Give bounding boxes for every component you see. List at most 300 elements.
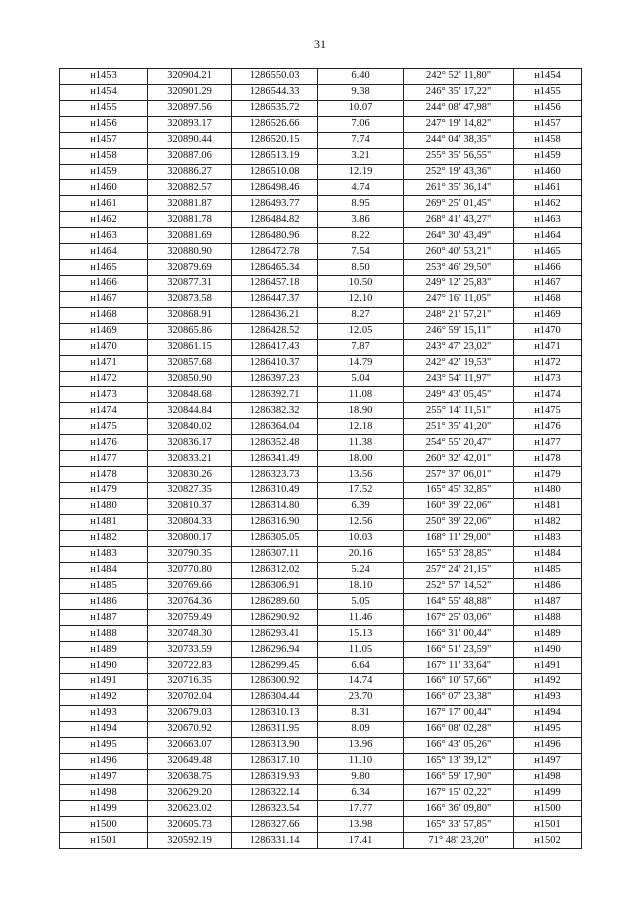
- x-coordinate-cell: 320790.35: [148, 546, 232, 562]
- next-point-cell: н1459: [514, 148, 582, 164]
- distance-cell: 8.31: [318, 705, 404, 721]
- y-coordinate-cell: 1286319.93: [232, 769, 318, 785]
- bearing-cell: 164° 55' 48,88": [404, 594, 514, 610]
- table-row: [60, 132, 582, 148]
- bearing-cell: 243° 54' 11,97": [404, 371, 514, 387]
- distance-cell: 12.19: [318, 164, 404, 180]
- y-coordinate-cell: 1286550.03: [232, 69, 318, 85]
- distance-cell: 18.90: [318, 403, 404, 419]
- distance-cell: 3.21: [318, 148, 404, 164]
- next-point-cell: н1471: [514, 339, 582, 355]
- table-row: [60, 307, 582, 323]
- distance-cell: 13.98: [318, 817, 404, 833]
- y-coordinate-cell: 1286392.71: [232, 387, 318, 403]
- distance-cell: 17.41: [318, 833, 404, 849]
- distance-cell: 6.64: [318, 658, 404, 674]
- bearing-cell: 247° 19' 14,82": [404, 116, 514, 132]
- next-point-cell: н1481: [514, 498, 582, 514]
- bearing-cell: 260° 32' 42,01": [404, 451, 514, 467]
- distance-cell: 10.03: [318, 530, 404, 546]
- x-coordinate-cell: 320670.92: [148, 721, 232, 737]
- next-point-cell: н1497: [514, 753, 582, 769]
- point-id-cell: н1478: [60, 467, 148, 483]
- point-id-cell: н1487: [60, 610, 148, 626]
- point-id-cell: н1495: [60, 737, 148, 753]
- distance-cell: 18.00: [318, 451, 404, 467]
- point-id-cell: н1479: [60, 482, 148, 498]
- y-coordinate-cell: 1286331.14: [232, 833, 318, 849]
- y-coordinate-cell: 1286314.80: [232, 498, 318, 514]
- next-point-cell: н1464: [514, 228, 582, 244]
- point-id-cell: н1460: [60, 180, 148, 196]
- distance-cell: 20.16: [318, 546, 404, 562]
- distance-cell: 7.54: [318, 244, 404, 260]
- x-coordinate-cell: 320769.66: [148, 578, 232, 594]
- point-id-cell: н1486: [60, 594, 148, 610]
- bearing-cell: 165° 33' 57,85": [404, 817, 514, 833]
- next-point-cell: н1482: [514, 514, 582, 530]
- x-coordinate-cell: 320649.48: [148, 753, 232, 769]
- y-coordinate-cell: 1286313.90: [232, 737, 318, 753]
- distance-cell: 5.04: [318, 371, 404, 387]
- distance-cell: 7.87: [318, 339, 404, 355]
- bearing-cell: 168° 11' 29,00": [404, 530, 514, 546]
- next-point-cell: н1485: [514, 562, 582, 578]
- bearing-cell: 166° 07' 23,38": [404, 689, 514, 705]
- distance-cell: 6.40: [318, 69, 404, 85]
- next-point-cell: н1492: [514, 674, 582, 690]
- distance-cell: 17.77: [318, 801, 404, 817]
- x-coordinate-cell: 320836.17: [148, 435, 232, 451]
- x-coordinate-cell: 320901.29: [148, 84, 232, 100]
- table-row: [60, 212, 582, 228]
- y-coordinate-cell: 1286323.73: [232, 467, 318, 483]
- y-coordinate-cell: 1286484.82: [232, 212, 318, 228]
- bearing-cell: 255° 35' 56,55": [404, 148, 514, 164]
- y-coordinate-cell: 1286510.08: [232, 164, 318, 180]
- bearing-cell: 246° 59' 15,11": [404, 323, 514, 339]
- next-point-cell: н1500: [514, 801, 582, 817]
- point-id-cell: н1484: [60, 562, 148, 578]
- x-coordinate-cell: 320865.86: [148, 323, 232, 339]
- point-id-cell: н1476: [60, 435, 148, 451]
- bearing-cell: 244° 08' 47,98": [404, 100, 514, 116]
- table-row: [60, 642, 582, 658]
- y-coordinate-cell: 1286299.45: [232, 658, 318, 674]
- point-id-cell: н1496: [60, 753, 148, 769]
- y-coordinate-cell: 1286447.37: [232, 291, 318, 307]
- bearing-cell: 243° 47' 23,02": [404, 339, 514, 355]
- next-point-cell: н1487: [514, 594, 582, 610]
- table-row: [60, 69, 582, 85]
- distance-cell: 14.79: [318, 355, 404, 371]
- bearing-cell: 165° 13' 39,12": [404, 753, 514, 769]
- next-point-cell: н1470: [514, 323, 582, 339]
- bearing-cell: 247° 16' 11,05": [404, 291, 514, 307]
- bearing-cell: 252° 57' 14,52": [404, 578, 514, 594]
- distance-cell: 7.06: [318, 116, 404, 132]
- point-id-cell: н1483: [60, 546, 148, 562]
- next-point-cell: н1480: [514, 482, 582, 498]
- bearing-cell: 249° 12' 25,83": [404, 275, 514, 291]
- next-point-cell: н1461: [514, 180, 582, 196]
- bearing-cell: 264° 30' 43,49": [404, 228, 514, 244]
- distance-cell: 8.95: [318, 196, 404, 212]
- point-id-cell: н1458: [60, 148, 148, 164]
- x-coordinate-cell: 320857.68: [148, 355, 232, 371]
- table-row: [60, 546, 582, 562]
- bearing-cell: 254° 55' 20,47": [404, 435, 514, 451]
- y-coordinate-cell: 1286544.33: [232, 84, 318, 100]
- distance-cell: 9.38: [318, 84, 404, 100]
- x-coordinate-cell: 320879.69: [148, 260, 232, 276]
- y-coordinate-cell: 1286436.21: [232, 307, 318, 323]
- x-coordinate-cell: 320840.02: [148, 419, 232, 435]
- x-coordinate-cell: 320679.03: [148, 705, 232, 721]
- next-point-cell: н1462: [514, 196, 582, 212]
- x-coordinate-cell: 320764.36: [148, 594, 232, 610]
- next-point-cell: н1484: [514, 546, 582, 562]
- next-point-cell: н1458: [514, 132, 582, 148]
- y-coordinate-cell: 1286296.94: [232, 642, 318, 658]
- next-point-cell: н1496: [514, 737, 582, 753]
- y-coordinate-cell: 1286513.19: [232, 148, 318, 164]
- bearing-cell: 242° 42' 19,53": [404, 355, 514, 371]
- distance-cell: 12.18: [318, 419, 404, 435]
- next-point-cell: н1495: [514, 721, 582, 737]
- point-id-cell: н1463: [60, 228, 148, 244]
- x-coordinate-cell: 320877.31: [148, 275, 232, 291]
- next-point-cell: н1493: [514, 689, 582, 705]
- next-point-cell: н1467: [514, 275, 582, 291]
- point-id-cell: н1457: [60, 132, 148, 148]
- next-point-cell: н1494: [514, 705, 582, 721]
- next-point-cell: н1489: [514, 626, 582, 642]
- bearing-cell: 251° 35' 41,20": [404, 419, 514, 435]
- distance-cell: 8.50: [318, 260, 404, 276]
- y-coordinate-cell: 1286526.66: [232, 116, 318, 132]
- bearing-cell: 261° 35' 36,14": [404, 180, 514, 196]
- next-point-cell: н1491: [514, 658, 582, 674]
- point-id-cell: н1465: [60, 260, 148, 276]
- point-id-cell: н1499: [60, 801, 148, 817]
- point-id-cell: н1468: [60, 307, 148, 323]
- bearing-cell: 250° 39' 22,06": [404, 514, 514, 530]
- point-id-cell: н1474: [60, 403, 148, 419]
- next-point-cell: н1455: [514, 84, 582, 100]
- distance-cell: 8.09: [318, 721, 404, 737]
- y-coordinate-cell: 1286304.44: [232, 689, 318, 705]
- y-coordinate-cell: 1286465.34: [232, 260, 318, 276]
- y-coordinate-cell: 1286305.05: [232, 530, 318, 546]
- y-coordinate-cell: 1286312.02: [232, 562, 318, 578]
- table-row: [60, 721, 582, 737]
- y-coordinate-cell: 1286520.15: [232, 132, 318, 148]
- distance-cell: 11.46: [318, 610, 404, 626]
- bearing-cell: 166° 31' 00,44": [404, 626, 514, 642]
- bearing-cell: 71° 48' 23,20": [404, 833, 514, 849]
- table-row: [60, 689, 582, 705]
- y-coordinate-cell: 1286306.91: [232, 578, 318, 594]
- x-coordinate-cell: 320702.04: [148, 689, 232, 705]
- table-row: [60, 180, 582, 196]
- distance-cell: 11.05: [318, 642, 404, 658]
- next-point-cell: н1498: [514, 769, 582, 785]
- x-coordinate-cell: 320748.30: [148, 626, 232, 642]
- table-row: [60, 387, 582, 403]
- distance-cell: 12.05: [318, 323, 404, 339]
- next-point-cell: н1490: [514, 642, 582, 658]
- point-id-cell: н1459: [60, 164, 148, 180]
- distance-cell: 14.74: [318, 674, 404, 690]
- bearing-cell: 167° 15' 02,22": [404, 785, 514, 801]
- distance-cell: 6.34: [318, 785, 404, 801]
- x-coordinate-cell: 320592.19: [148, 833, 232, 849]
- y-coordinate-cell: 1286472.78: [232, 244, 318, 260]
- bearing-cell: 242° 52' 11,80": [404, 69, 514, 85]
- y-coordinate-cell: 1286310.13: [232, 705, 318, 721]
- table-row: [60, 578, 582, 594]
- point-id-cell: н1461: [60, 196, 148, 212]
- x-coordinate-cell: 320663.07: [148, 737, 232, 753]
- y-coordinate-cell: 1286290.92: [232, 610, 318, 626]
- distance-cell: 10.50: [318, 275, 404, 291]
- next-point-cell: н1476: [514, 419, 582, 435]
- next-point-cell: н1488: [514, 610, 582, 626]
- point-id-cell: н1498: [60, 785, 148, 801]
- bearing-cell: 248° 21' 57,21": [404, 307, 514, 323]
- x-coordinate-cell: 320890.44: [148, 132, 232, 148]
- bearing-cell: 167° 25' 03,06": [404, 610, 514, 626]
- table-row: [60, 610, 582, 626]
- distance-cell: 17.52: [318, 482, 404, 498]
- table-row: [60, 323, 582, 339]
- x-coordinate-cell: 320868.91: [148, 307, 232, 323]
- x-coordinate-cell: 320770.80: [148, 562, 232, 578]
- table-row: [60, 451, 582, 467]
- next-point-cell: н1469: [514, 307, 582, 323]
- bearing-cell: 165° 45' 32,85": [404, 482, 514, 498]
- table-row: [60, 371, 582, 387]
- point-id-cell: н1489: [60, 642, 148, 658]
- point-id-cell: н1493: [60, 705, 148, 721]
- y-coordinate-cell: 1286327.66: [232, 817, 318, 833]
- y-coordinate-cell: 1286382.32: [232, 403, 318, 419]
- y-coordinate-cell: 1286341.49: [232, 451, 318, 467]
- y-coordinate-cell: 1286428.52: [232, 323, 318, 339]
- x-coordinate-cell: 320904.21: [148, 69, 232, 85]
- y-coordinate-cell: 1286397.23: [232, 371, 318, 387]
- distance-cell: 18.10: [318, 578, 404, 594]
- table-row: [60, 291, 582, 307]
- table-row: [60, 514, 582, 530]
- table-row: [60, 84, 582, 100]
- next-point-cell: н1502: [514, 833, 582, 849]
- point-id-cell: н1482: [60, 530, 148, 546]
- point-id-cell: н1475: [60, 419, 148, 435]
- y-coordinate-cell: 1286300.92: [232, 674, 318, 690]
- table-row: [60, 737, 582, 753]
- point-id-cell: н1488: [60, 626, 148, 642]
- point-id-cell: н1466: [60, 275, 148, 291]
- table-row: [60, 403, 582, 419]
- point-id-cell: н1494: [60, 721, 148, 737]
- point-id-cell: н1480: [60, 498, 148, 514]
- point-id-cell: н1470: [60, 339, 148, 355]
- x-coordinate-cell: 320850.90: [148, 371, 232, 387]
- point-id-cell: н1473: [60, 387, 148, 403]
- point-id-cell: н1497: [60, 769, 148, 785]
- point-id-cell: н1491: [60, 674, 148, 690]
- table-row: [60, 148, 582, 164]
- x-coordinate-cell: 320880.90: [148, 244, 232, 260]
- point-id-cell: н1477: [60, 451, 148, 467]
- bearing-cell: 166° 10' 57,66": [404, 674, 514, 690]
- x-coordinate-cell: 320830.26: [148, 467, 232, 483]
- y-coordinate-cell: 1286417.43: [232, 339, 318, 355]
- table-row: [60, 100, 582, 116]
- x-coordinate-cell: 320873.58: [148, 291, 232, 307]
- distance-cell: 12.10: [318, 291, 404, 307]
- y-coordinate-cell: 1286364.04: [232, 419, 318, 435]
- x-coordinate-cell: 320882.57: [148, 180, 232, 196]
- table-row: [60, 196, 582, 212]
- distance-cell: 23.70: [318, 689, 404, 705]
- next-point-cell: н1478: [514, 451, 582, 467]
- bearing-cell: 257° 24' 21,15": [404, 562, 514, 578]
- table-row: [60, 562, 582, 578]
- distance-cell: 11.38: [318, 435, 404, 451]
- y-coordinate-cell: 1286457.18: [232, 275, 318, 291]
- x-coordinate-cell: 320605.73: [148, 817, 232, 833]
- bearing-cell: 160° 39' 22,06": [404, 498, 514, 514]
- table-row: [60, 705, 582, 721]
- table-row: [60, 817, 582, 833]
- y-coordinate-cell: 1286535.72: [232, 100, 318, 116]
- point-id-cell: н1456: [60, 116, 148, 132]
- y-coordinate-cell: 1286293.41: [232, 626, 318, 642]
- y-coordinate-cell: 1286480.96: [232, 228, 318, 244]
- bearing-cell: 253° 46' 29,50": [404, 260, 514, 276]
- point-id-cell: н1467: [60, 291, 148, 307]
- distance-cell: 12.56: [318, 514, 404, 530]
- table-body: [60, 69, 582, 849]
- distance-cell: 6.39: [318, 498, 404, 514]
- next-point-cell: н1468: [514, 291, 582, 307]
- next-point-cell: н1474: [514, 387, 582, 403]
- bearing-cell: 257° 37' 06,01": [404, 467, 514, 483]
- next-point-cell: н1475: [514, 403, 582, 419]
- x-coordinate-cell: 320810.37: [148, 498, 232, 514]
- next-point-cell: н1477: [514, 435, 582, 451]
- table-row: [60, 339, 582, 355]
- table-row: [60, 658, 582, 674]
- point-id-cell: н1453: [60, 69, 148, 85]
- y-coordinate-cell: 1286322.14: [232, 785, 318, 801]
- table-row: [60, 355, 582, 371]
- next-point-cell: н1486: [514, 578, 582, 594]
- bearing-cell: 167° 11' 33,64": [404, 658, 514, 674]
- point-id-cell: н1501: [60, 833, 148, 849]
- y-coordinate-cell: 1286352.48: [232, 435, 318, 451]
- point-id-cell: н1500: [60, 817, 148, 833]
- bearing-cell: 244° 04' 38,35": [404, 132, 514, 148]
- distance-cell: 3.86: [318, 212, 404, 228]
- bearing-cell: 166° 08' 02,28": [404, 721, 514, 737]
- x-coordinate-cell: 320893.17: [148, 116, 232, 132]
- next-point-cell: н1454: [514, 69, 582, 85]
- point-id-cell: н1454: [60, 84, 148, 100]
- x-coordinate-cell: 320881.87: [148, 196, 232, 212]
- y-coordinate-cell: 1286307.11: [232, 546, 318, 562]
- next-point-cell: н1465: [514, 244, 582, 260]
- x-coordinate-cell: 320759.49: [148, 610, 232, 626]
- table-row: [60, 244, 582, 260]
- next-point-cell: н1473: [514, 371, 582, 387]
- table-row: [60, 769, 582, 785]
- distance-cell: 8.22: [318, 228, 404, 244]
- x-coordinate-cell: 320733.59: [148, 642, 232, 658]
- point-id-cell: н1455: [60, 100, 148, 116]
- next-point-cell: н1499: [514, 785, 582, 801]
- distance-cell: 9.80: [318, 769, 404, 785]
- next-point-cell: н1479: [514, 467, 582, 483]
- point-id-cell: н1492: [60, 689, 148, 705]
- y-coordinate-cell: 1286323.54: [232, 801, 318, 817]
- table-row: [60, 833, 582, 849]
- table-row: [60, 530, 582, 546]
- bearing-cell: 268° 41' 43,27": [404, 212, 514, 228]
- next-point-cell: н1466: [514, 260, 582, 276]
- bearing-cell: 166° 51' 23,59": [404, 642, 514, 658]
- table-row: [60, 801, 582, 817]
- bearing-cell: 166° 59' 17,90": [404, 769, 514, 785]
- x-coordinate-cell: 320804.33: [148, 514, 232, 530]
- bearing-cell: 166° 36' 09,80": [404, 801, 514, 817]
- distance-cell: 7.74: [318, 132, 404, 148]
- x-coordinate-cell: 320800.17: [148, 530, 232, 546]
- distance-cell: 15.13: [318, 626, 404, 642]
- distance-cell: 13.96: [318, 737, 404, 753]
- bearing-cell: 167° 17' 00,44": [404, 705, 514, 721]
- y-coordinate-cell: 1286498.46: [232, 180, 318, 196]
- point-id-cell: н1481: [60, 514, 148, 530]
- bearing-cell: 252° 19' 43,36": [404, 164, 514, 180]
- coordinates-table: [59, 68, 582, 849]
- next-point-cell: н1456: [514, 100, 582, 116]
- x-coordinate-cell: 320638.75: [148, 769, 232, 785]
- distance-cell: 10.07: [318, 100, 404, 116]
- table-row: [60, 594, 582, 610]
- x-coordinate-cell: 320861.15: [148, 339, 232, 355]
- point-id-cell: н1471: [60, 355, 148, 371]
- point-id-cell: н1464: [60, 244, 148, 260]
- x-coordinate-cell: 320833.21: [148, 451, 232, 467]
- bearing-cell: 249° 43' 05,45": [404, 387, 514, 403]
- x-coordinate-cell: 320623.02: [148, 801, 232, 817]
- table-row: [60, 674, 582, 690]
- point-id-cell: н1469: [60, 323, 148, 339]
- x-coordinate-cell: 320716.35: [148, 674, 232, 690]
- next-point-cell: н1501: [514, 817, 582, 833]
- table-row: [60, 164, 582, 180]
- point-id-cell: н1490: [60, 658, 148, 674]
- bearing-cell: 165° 53' 28,85": [404, 546, 514, 562]
- table-row: [60, 482, 582, 498]
- x-coordinate-cell: 320887.06: [148, 148, 232, 164]
- table-row: [60, 260, 582, 276]
- table-row: [60, 435, 582, 451]
